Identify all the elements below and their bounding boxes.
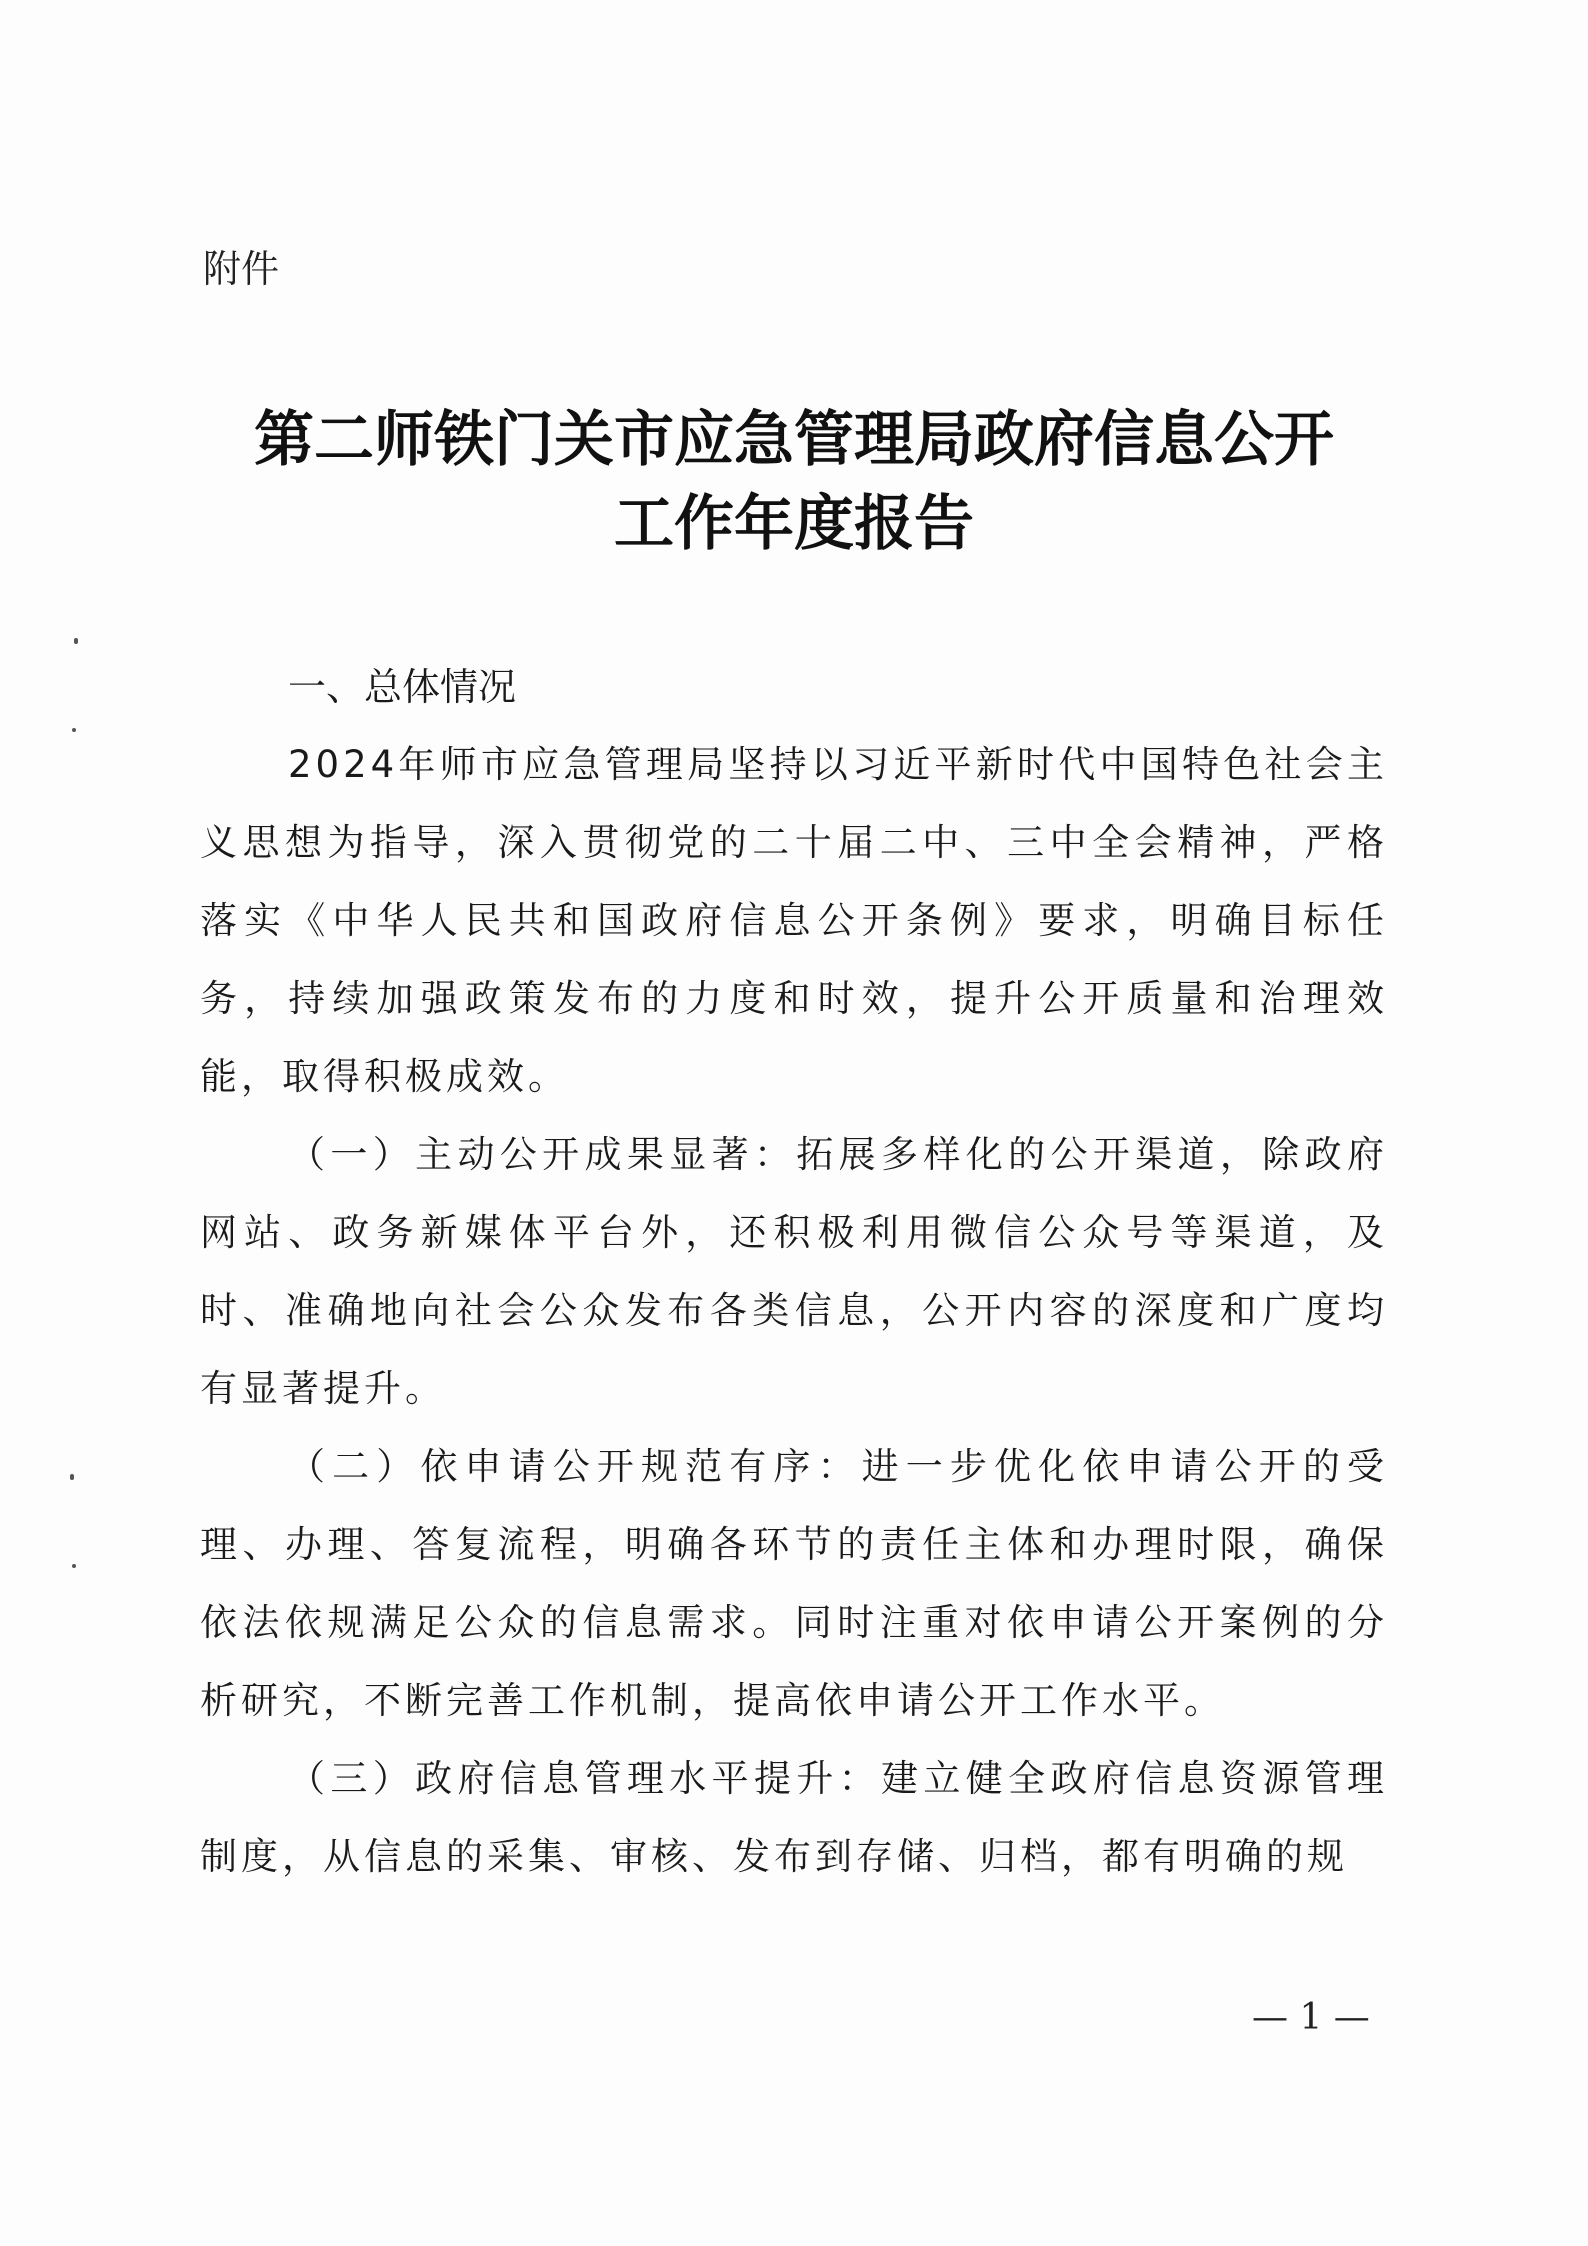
scan-speck	[72, 728, 76, 732]
attachment-label: 附件	[203, 247, 280, 291]
paragraph-request-disclosure: （二）依申请公开规范有序：进一步优化依申请公开的受理、办理、答复流程，明确各环节的责任主体和办理时限，确保依法依规满足公众的信息需求。同时注重对依申请公开案例的分析研究，不断完善工作机制，提高依申请公开工作水平。	[200, 1445, 1388, 1722]
paragraph-proactive-disclosure: （一）主动公开成果显著：拓展多样化的公开渠道，除政府网站、政务新媒体平台外，还积极利用微信公众号等渠道，及时、准确地向社会公众发布各类信息，公开内容的深度和广度均有显著提升。	[200, 1133, 1388, 1410]
paragraph-overview: 2024年师市应急管理局坚持以习近平新时代中国特色社会主义思想为指导，深入贯彻党的二十届二中、三中全会精神，严格落实《中华人民共和国政府信息公开条例》要求，明确目标任务，持续加强政策发布的力度和时效，提升公开质量和治理效能，取得积极成效。	[200, 743, 1388, 1098]
title-line-1: 第二师铁门关市应急管理局政府信息公开	[254, 405, 1334, 475]
paragraph-info-management: （三）政府信息管理水平提升：建立健全政府信息资源管理制度，从信息的采集、审核、发布到存储、归档，都有明确的规	[200, 1757, 1388, 1878]
document-body	[200, 648, 1388, 1896]
document-title	[200, 398, 1388, 566]
scan-speck	[70, 1474, 74, 1480]
section-heading: 一、总体情况	[288, 665, 517, 709]
scan-speck	[74, 638, 78, 644]
title-line-2: 工作年度报告	[614, 489, 974, 559]
page-number: — 1 —	[1252, 1997, 1370, 2038]
scan-speck	[72, 1564, 76, 1568]
